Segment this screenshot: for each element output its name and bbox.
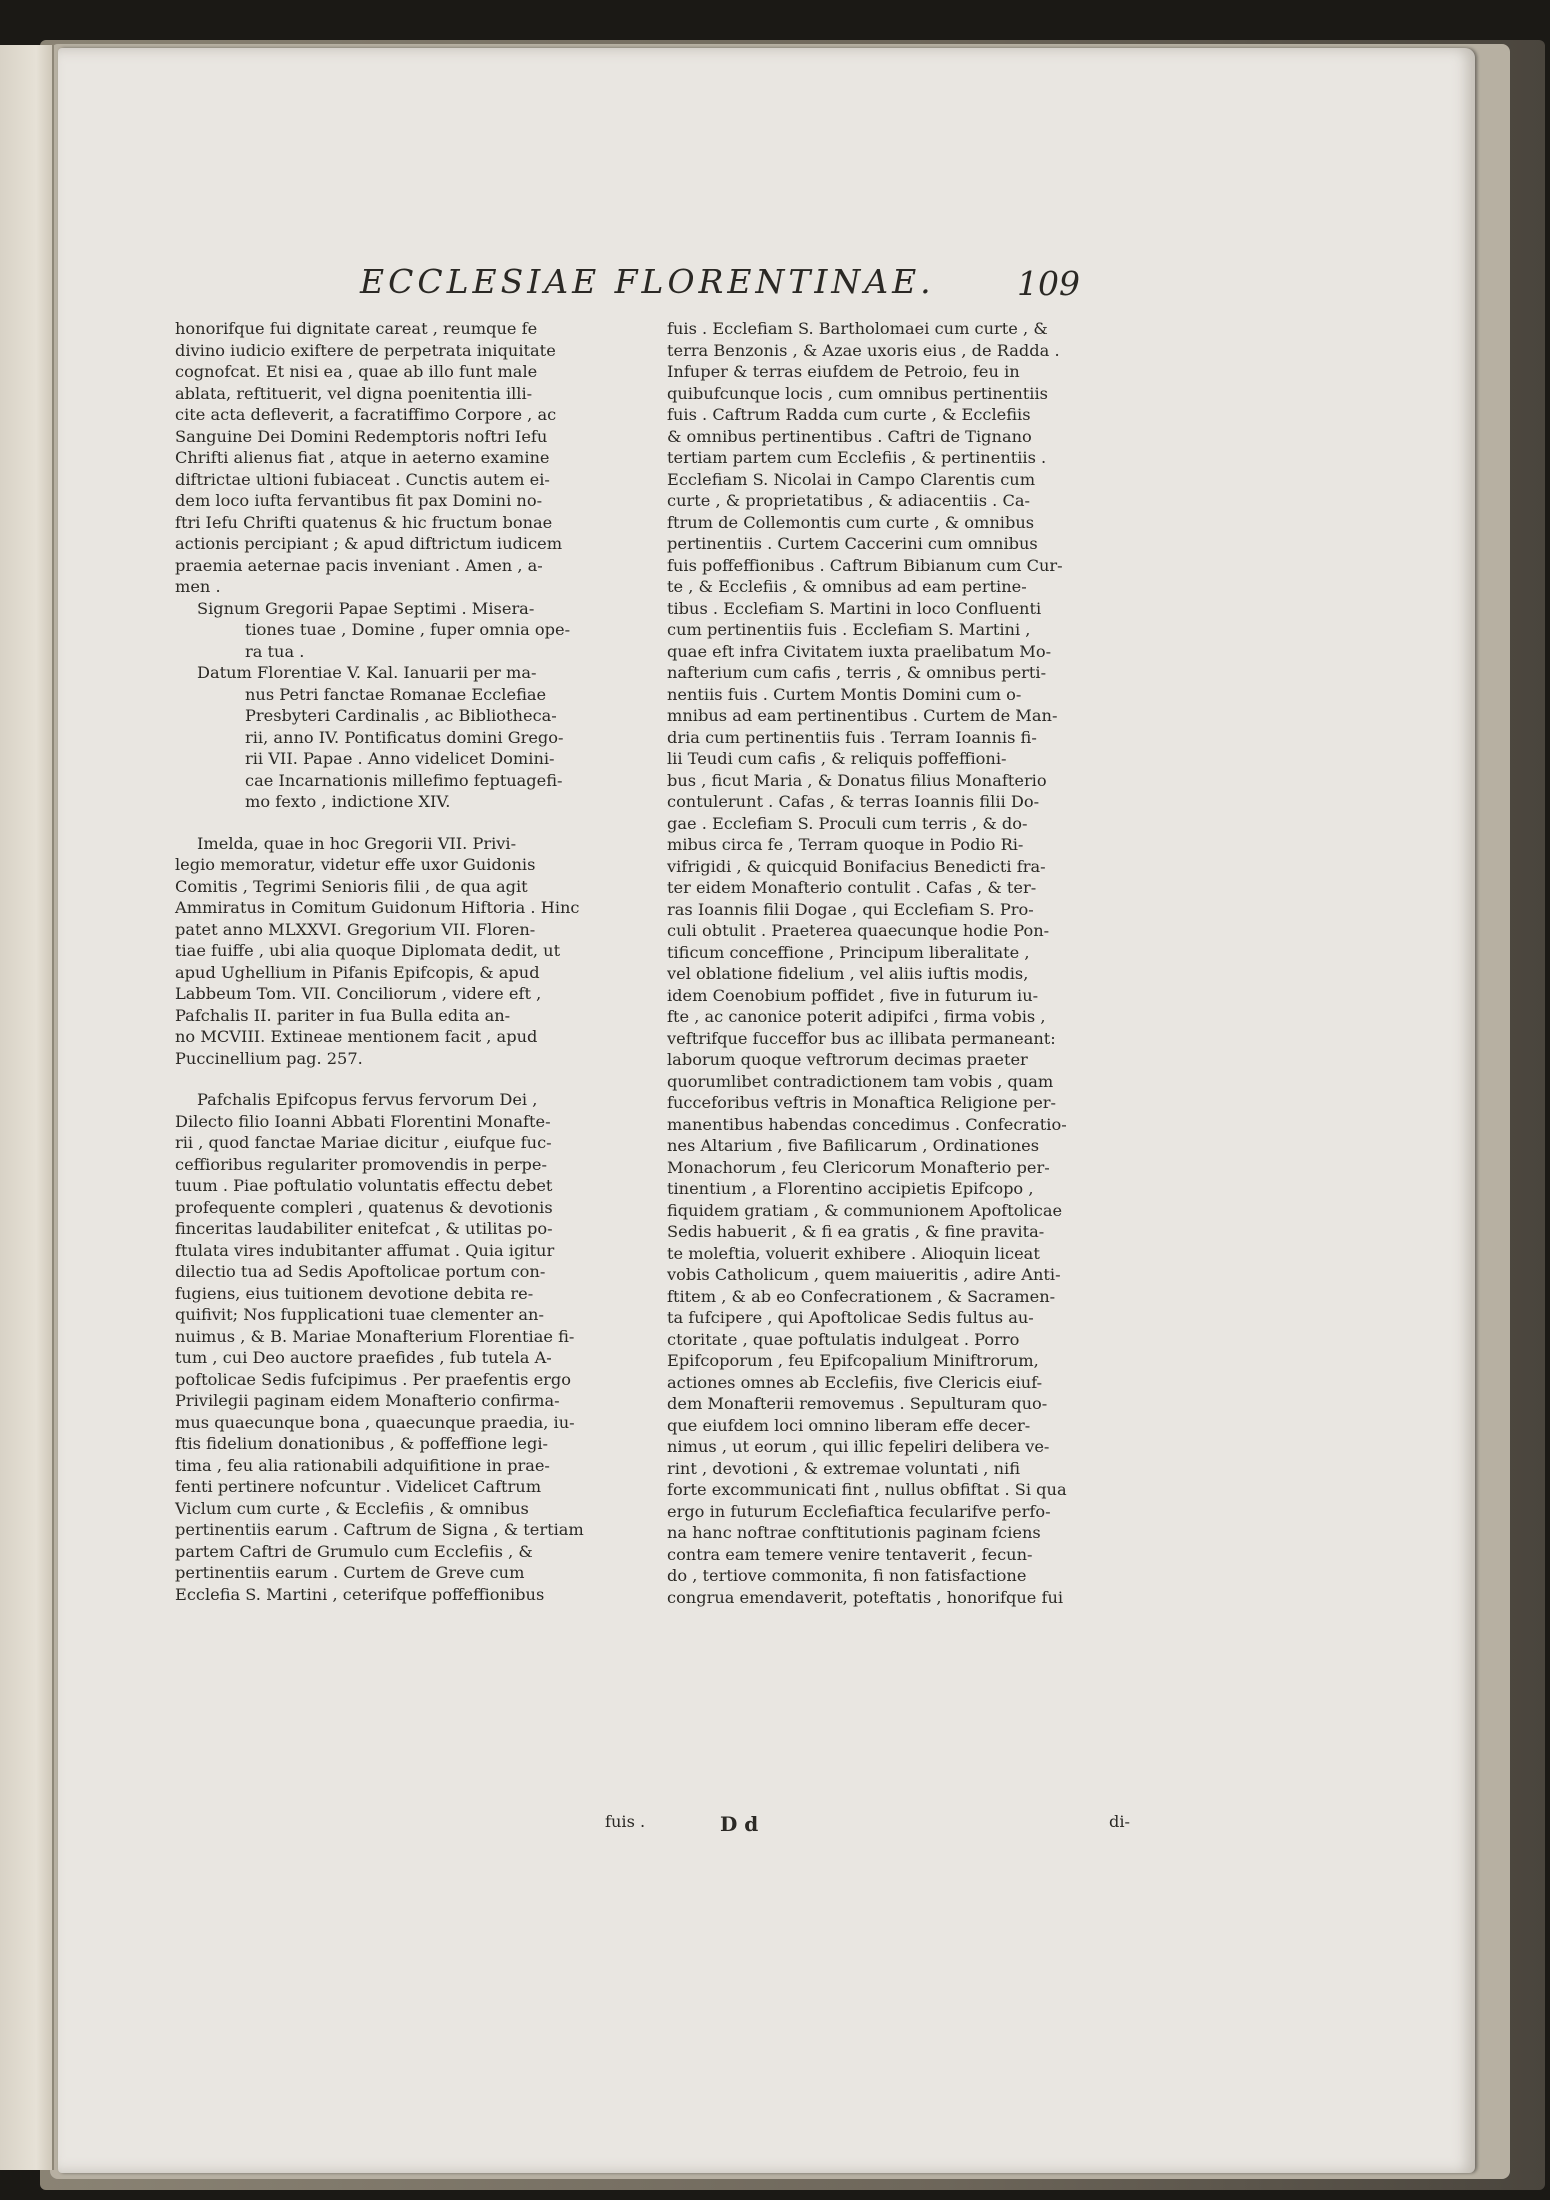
left-column (175, 318, 635, 1605)
right-column (667, 318, 1130, 1608)
paragraph: honorifque fui dignitate careat , reumque fe divino iudicio exiftere de perpetrata iniquitate cognofcat. Et nisi ea , quae ab illo funt male ablata, reftituerit, vel digna poenitentia illi- cite acta defleverit, a facratiffimo Corpore , ac Sanguine Dei Domini Redemptoris noftri Iefu Chrifti alienus fiat , atque in aeterno examine diftrictae ultioni fubiaceat . Cunctis autem ei- dem loco iufta fervantibus fit pax Domini no- ftri Iefu Chrifti quatenus & hic fructum bonae actionis percipiant ; & apud diftrictum iudicem praemia aeternae pacis inveniant . Amen , a- men . (175, 319, 563, 596)
running-title: ECCLESIAE FLORENTINAE. (360, 262, 935, 301)
catchword-left: fuis . (605, 1812, 646, 1831)
signature-mark: D d (720, 1812, 759, 1836)
previous-page-edge (0, 45, 54, 2170)
datum-paragraph: Datum Florentiae V. Kal. Ianuarii per ma- nus Petri fanctae Romanae Ecclefiae Presbyteri Cardinalis , ac Bibliotheca- rii, anno IV. Pontificatus domini Grego- rii VII. Papae . Anno videlicet Domini- cae Incarnationis millefimo feptuagefi- mo fexto , indictione XIV. (197, 663, 564, 811)
paragraph: Pafchalis Epifcopus fervus fervorum Dei , Dilecto filio Ioanni Abbati Florentini Monafte- rii , quod fanctae Mariae dicitur , eiufque fuc- ceffioribus regulariter promovendis in perpe- tuum . Piae poftulatio voluntatis effectu debet profequente compleri , quatenus & devotionis finceritas laudabiliter enitefcat , & utilitas po- ftulata vires indubitanter affumat . Quia igitur dilectio tua ad Sedis Apoftolicae portum con- fugiens, eius tuitionem devotione debita re- quifivit; Nos fupplicationi tuae clementer an- nuimus , & B. Mariae Monafterium Florentiae fi- tum , cui Deo auctore praefides , fub tutela A- poftolicae Sedis fufcipimus . Per praefentis ergo Privilegii paginam eidem Monafterio confirma- mus quaecunque bona , quaecunque praedia, iu- ftis fidelium donationibus , & poffeffione legi- tima , feu alia rationabili adquifitione in prae- fenti pertinere nofcuntur . Videlicet Caftrum Viclum cum curte , & Ecclefiis , & omnibus pertinentiis earum . Caftrum de Signa , & tertiam partem Caftri de Grumulo cum Ecclefiis , & pertinentiis earum . Curtem de Greve cum Ecclefia S. Martini , ceterifque poffeffionibus (175, 1090, 584, 1604)
page-number: 109 (1017, 264, 1080, 303)
page-footer (175, 1812, 1130, 1838)
page-header (360, 262, 1080, 310)
signum-paragraph: Signum Gregorii Papae Septimi . Misera- tiones tuae , Domine , fuper omnia ope- ra tua . (197, 598, 571, 661)
paragraph: fuis . Ecclefiam S. Bartholomaei cum curte , & terra Benzonis , & Azae uxoris eius , de Radda . Infuper & terras eiufdem de Petroio, feu in quibufcunque locis , cum omnibus pertinentiis fuis . Caftrum Radda cum curte , & Ecclefiis & omnibus pertinentibus . Caftri de Tignano tertiam partem cum Ecclefiis , & pertinentiis . Ecclefiam S. Nicolai in Campo Clarentis cum curte , & proprietatibus , & adiacentiis . Ca- ftrum de Collemontis cum curte , & omnibus pertinentiis . Curtem Caccerini cum omnibus fuis poffeffionibus . Caftrum Bibianum cum Cur- te , & Ecclefiis , & omnibus ad eam pertine- tibus . Ecclefiam S. Martini in loco Confluenti cum pertinentiis fuis . Ecclefiam S. Martini , quae eft infra Civitatem iuxta praelibatum Mo- nafterium cum cafis , terris , & omnibus perti- nentiis fuis . Curtem Montis Domini cum o- mnibus ad eam pertinentibus . Curtem de Man- dria cum pertinentiis fuis . Terram Ioannis fi- lii Teudi cum cafis , & reliquis poffeffioni- bus , ficut Maria , & Donatus filius Monafterio contulerunt . Cafas , & terras Ioannis filii Do- gae . Ecclefiam S. Proculi cum terris , & do- mibus circa fe , Terram quoque in Podio Ri- vifrigidi , & quicquid Bonifacius Benedicti fra- ter eidem Monafterio contulit . Cafas , & ter- ras Ioannis filii Dogae , qui Ecclefiam S. Pro- culi obtulit . Praeterea quaecunque hodie Pon- tificum conceffione , Principum liberalitate , vel oblatione fidelium , vel aliis iuftis modis, idem Coenobium poffidet , five in futurum iu- fte , ac canonice poterit adipifci , firma vobis , veftrifque fucceffor bus ac illibata permaneant: laborum quoque veftrorum decimas praeter quorumlibet contradictionem tam vobis , quam fucceforibus veftris in Monaftica Religione per- manentibus habendas concedimus . Confecratio- nes Altarium , five Bafilicarum , Ordinationes Monachorum , feu Clericorum Monafterio per- tinentium , a Florentino accipietis Epifcopo , fiquidem gratiam , & communionem Apoftolicae Sedis habuerit , & fi ea gratis , & fine pravita- te moleftia, voluerit exhibere . Alioquin liceat vobis Catholicum , quem maiueritis , adire Anti- ftitem , & ab eo Confecrationem , & Sacramen- ta fufcipere , qui Apoftolicae Sedis fultus au- ctoritate , quae poftulatis indulgeat . Porro Epifcoporum , feu Epifcopalium Miniftrorum, actiones omnes ab Ecclefiis, five Clericis eiuf- dem Monafterii removemus . Sepulturam quo- que eiufdem loci omnino liberam effe decer- nimus , ut eorum , qui illic fepeliri delibera ve- rint , devotioni , & extremae voluntati , nifi forte excommunicati fint , nullus obfiftat . Si qua ergo in futurum Ecclefiaftica fecularifve perfo- na hanc noftrae conftitutionis paginam fciens contra eam temere venire tentaverit , fecun- do , tertiove commonita, fi non fatisfactione congrua emendaverit, poteftatis , honorifque fui (667, 319, 1067, 1607)
commentary-paragraph: Imelda, quae in hoc Gregorii VII. Privi- legio memoratur, videtur effe uxor Guidonis Comitis , Tegrimi Senioris filii , de qua agit Ammiratus in Comitum Guidonum Hiftoria . Hinc patet anno MLXXVI. Gregorium VII. Floren- tiae fuiffe , ubi alia quoque Diplomata dedit, ut apud Ughellium in Pifanis Epifcopis, & apud Labbeum Tom. VII. Conciliorum , videre eft , Pafchalis II. pariter in fua Bulla edita an- no MCVIII. Extineae mentionem facit , apud Puccinellium pag. 257. (175, 833, 580, 1068)
catchword-right: di- (1108, 1812, 1130, 1831)
